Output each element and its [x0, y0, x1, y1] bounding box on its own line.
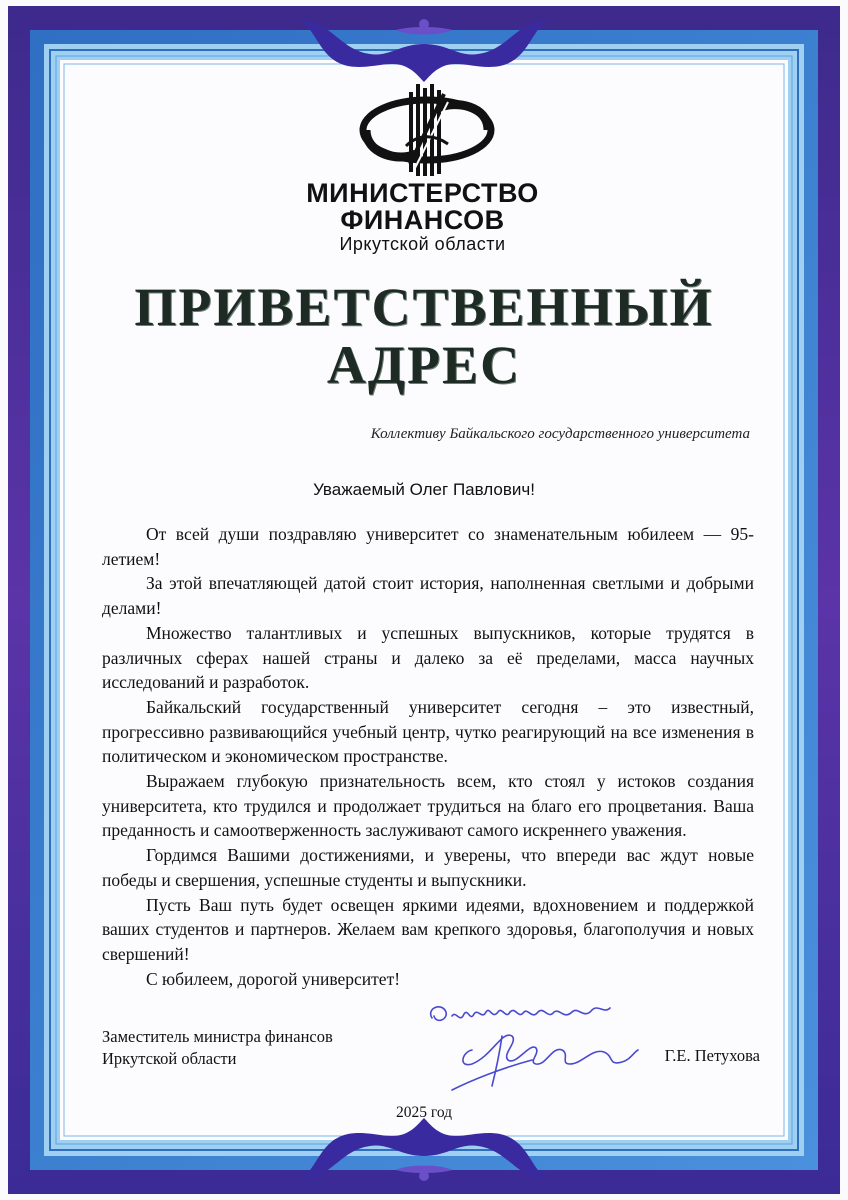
- paragraph: Байкальский государственный университет сегодня – это известный, прогрессивно развивающийся учебный центр, чутко реагирующий на все изменения в политическом и экономическом пространстве.: [102, 696, 754, 767]
- paragraph: С юбилеем, дорогой университет!: [146, 968, 401, 989]
- document-title-line1: ПРИВЕТСТВЕННЫЙ: [134, 277, 714, 337]
- greeting: Уважаемый Олег Павлович!: [313, 480, 535, 499]
- signatory-position: [102, 1026, 422, 1070]
- document-year: 2025 год: [395, 1104, 453, 1121]
- ministry-name-line1: МИНИСТЕРСТВО: [306, 178, 539, 208]
- paragraph: Множество талантливых и успешных выпускников, которые трудятся в различных сферах нашей страны и далеко за её пределами, масса научных исследований и разработок.: [102, 622, 754, 693]
- signatory-name: Г.Е. Петухова: [664, 1046, 760, 1065]
- ministry-emblem-icon: [358, 84, 496, 180]
- signatory-position-line1: Заместитель министра финансов: [102, 1027, 333, 1046]
- handwritten-signature: [412, 990, 642, 1100]
- letter-body: [102, 522, 754, 991]
- signatory-position-line2: Иркутской области: [102, 1049, 237, 1068]
- ministry-name-line2: ФИНАНСОВ: [340, 205, 505, 235]
- paragraph: От всей души поздравляю университет со знаменательным юбилеем — 95-летием!: [102, 524, 754, 569]
- paragraph: Пусть Ваш путь будет освещен яркими идеями, вдохновением и поддержкой ваших студентов и партнеров. Желаем вам крепкого здоровья, благополучия и новых свершений!: [102, 894, 754, 964]
- document-title-line2: АДРЕС: [326, 335, 522, 395]
- ministry-region: Иркутской области: [339, 234, 506, 254]
- paragraph: Выражаем глубокую признательность всем, кто стоял у истоков создания университета, кто трудился и продолжает трудиться на благо его процветания. Ваша преданность и самоотверженность заслуживают самого искреннего уважения.: [102, 771, 754, 841]
- addressee: Коллективу Байкальского государственного университета: [370, 426, 750, 442]
- paragraph: За этой впечатляющей датой стоит история, наполненная светлыми и добрыми делами!: [102, 573, 754, 619]
- paragraph: Гордимся Вашими достижениями, и уверены, что впереди вас ждут новые победы и свершения, успешные студенты и выпускники.: [102, 845, 754, 890]
